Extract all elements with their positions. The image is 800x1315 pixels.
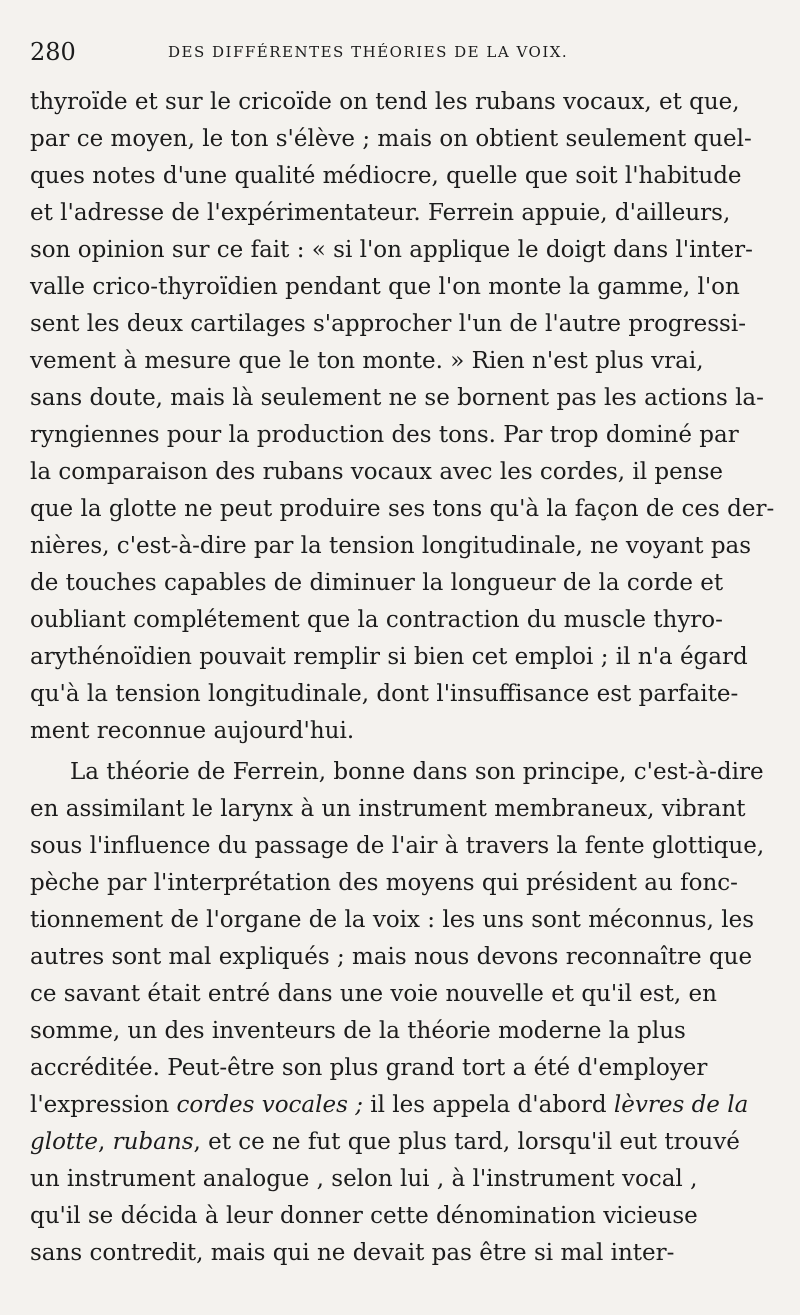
running-title: DES DIFFÉRENTES THÉORIES DE LA VOIX. [168, 43, 569, 61]
page-header [30, 38, 770, 78]
text-line: et l'adresse de l'expérimentateur. Ferrein appuie, d'ailleurs, [30, 200, 731, 226]
italic-term: glotte [30, 1129, 99, 1155]
text-line: ment reconnue aujourd'hui. [30, 718, 355, 744]
italic-term: cordes vocales ; [176, 1092, 363, 1118]
text-line: en assimilant le larynx à un instrument membraneux, vibrant [30, 796, 746, 822]
italic-term: rubans [112, 1129, 194, 1155]
text-line: arythénoïdien pouvait remplir si bien cet emploi ; il n'a égard [30, 644, 748, 670]
text-line: de touches capables de diminuer la longueur de la corde et [30, 570, 724, 596]
text-line: oubliant complétement que la contraction du muscle thyro- [30, 607, 723, 633]
page-number: 280 [30, 38, 76, 66]
text-line [30, 1087, 748, 1124]
text-line: la comparaison des rubans vocaux avec les cordes, il pense [30, 459, 723, 485]
text-line: ce savant était entré dans une voie nouvelle et qu'il est, en [30, 981, 717, 1007]
text-line: qu'il se décida à leur donner cette dénomination vicieuse [30, 1203, 698, 1229]
text-line: nières, c'est-à-dire par la tension longitudinale, ne voyant pas [30, 533, 752, 559]
text-line: valle crico-thyroïdien pendant que l'on monte la gamme, l'on [30, 274, 740, 300]
text-line: sans doute, mais là seulement ne se bornent pas les actions la- [30, 385, 764, 411]
text-line: par ce moyen, le ton s'élève ; mais on obtient seulement quel- [30, 126, 752, 152]
text-run: , et ce ne fut que plus tard, lorsqu'il eut trouvé [193, 1129, 740, 1155]
text-line: somme, un des inventeurs de la théorie moderne la plus [30, 1018, 686, 1044]
text-line: accréditée. Peut-être son plus grand tort a été d'employer [30, 1055, 708, 1081]
text-line: autres sont mal expliqués ; mais nous devons reconnaître que [30, 944, 753, 970]
text-line: un instrument analogue , selon lui , à l'instrument vocal , [30, 1166, 698, 1192]
text-run: , [98, 1129, 113, 1155]
text-line: sent les deux cartilages s'approcher l'un de l'autre progressi- [30, 311, 746, 337]
text-line: pèche par l'interprétation des moyens qui président au fonc- [30, 870, 738, 896]
text-line: qu'à la tension longitudinale, dont l'insuffisance est parfaite- [30, 681, 739, 707]
text-line: vement à mesure que le ton monte. » Rien n'est plus vrai, [30, 348, 704, 374]
text-line: son opinion sur ce fait : « si l'on applique le doigt dans l'inter- [30, 237, 753, 263]
text-line: ryngiennes pour la production des tons. Par trop dominé par [30, 422, 739, 448]
text-line: que la glotte ne peut produire ses tons qu'à la façon de ces der- [30, 496, 775, 522]
text-line [30, 1124, 740, 1161]
text-line: thyroïde et sur le cricoïde on tend les rubans vocaux, et que, [30, 89, 740, 115]
text-run: l'expression [30, 1092, 177, 1118]
text-line: ques notes d'une qualité médiocre, quelle que soit l'habitude [30, 163, 742, 189]
text-run: il les appela d'abord [362, 1092, 614, 1118]
text-line: sous l'influence du passage de l'air à travers la fente glottique, [30, 833, 765, 859]
text-line: sans contredit, mais qui ne devait pas être si mal inter- [30, 1240, 675, 1266]
italic-term: lèvres de la [613, 1092, 749, 1118]
text-line: tionnement de l'organe de la voix : les uns sont méconnus, les [30, 907, 754, 933]
text-line: La théorie de Ferrein, bonne dans son principe, c'est-à-dire [70, 759, 764, 785]
